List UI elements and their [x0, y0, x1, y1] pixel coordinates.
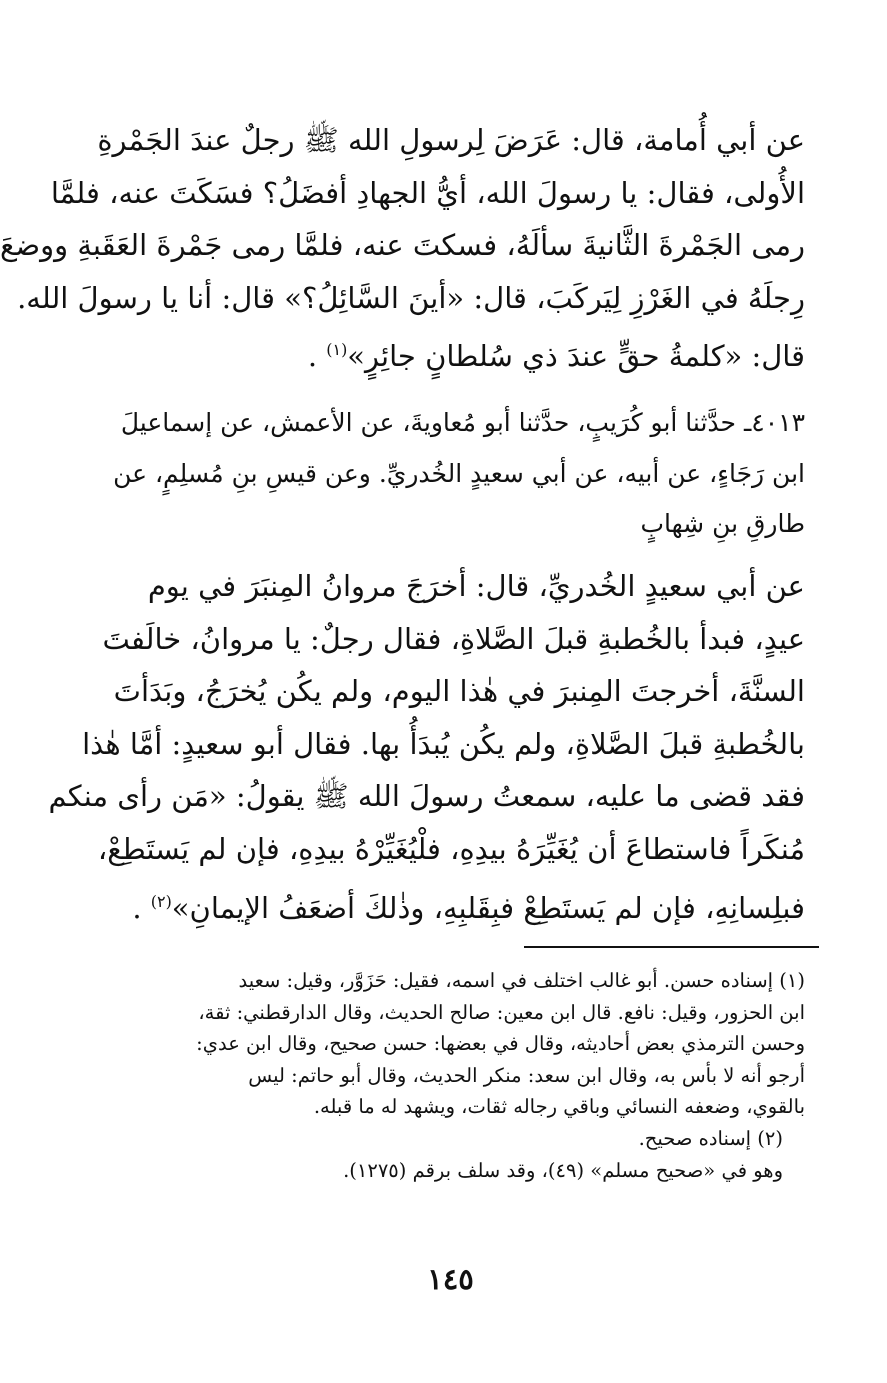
isnad-line: طارقِ بنِ شِهابٍ: [640, 509, 805, 538]
footnotes-section: [87, 965, 805, 1186]
hadith-line: فقد قضى ما عليه، سمعتُ رسولَ الله ﷺ يقولُ: «مَن رأى منكم: [48, 779, 805, 814]
hadith-line: السنَّةَ، أخرجتَ المِنبرَ في هٰذا اليوم، ولم يكُن يُخرَجُ، وبَدَأتَ: [113, 674, 805, 709]
isnad-line: ٤٠١٣ـ حدَّثنا أبو كُرَيبٍ، حدَّثنا أبو مُعاويةَ، عن الأعمش، عن إسماعيلَ: [120, 408, 805, 437]
footnote-line: (١) إسناده حسن. أبو غالب اختلف في اسمه، فقيل: حَزَوَّر، وقيل: سعيد: [238, 969, 805, 992]
footnote-line: أرجو أنه لا بأس به، وقال ابن سعد: منكر الحديث، وقال أبو حاتم: ليس: [248, 1063, 805, 1087]
footnote-line: وحسن الترمذي بعض أحاديثه، وقال في بعضها: حسن صحيح، وقال ابن عدي:: [196, 1032, 805, 1056]
hadith-text-second: [48, 560, 805, 934]
hadith-line: عيدٍ، فبدأ بالخُطبةِ قبلَ الصَّلاةِ، فقال رجلٌ: يا مروانُ، خالَفتَ: [102, 621, 805, 656]
footnote-line: (٢) إسناده صحيح.: [638, 1126, 783, 1150]
hadith-line-text: فبلِسانِهِ، فإن لم يَستَطِعْ فبِقَلبِهِ، وذٰلكَ أضعَفُ الإيمانِ»: [171, 890, 805, 925]
footnote-reference-2: (٢): [150, 891, 172, 911]
full-stop: .: [132, 890, 142, 925]
hadith-line: رِجلَهُ في الغَرْزِ لِيَركَبَ، قال: «أينَ السَّائِلُ؟» قال: أنا يا رسولَ الله.: [17, 280, 805, 315]
isnad-chain: [101, 398, 805, 550]
isnad-line: ابن رَجَاءٍ، عن أبيه، عن أبي سعيدٍ الخُدريِّ. وعن قيسِ بنِ مُسلِمٍ، عن: [113, 458, 805, 488]
hadith-line-last: [101, 876, 805, 935]
hadith-line: عن أبي أُمامة، قال: عَرَضَ لِرسولِ الله ﷺ رجلٌ عندَ الجَمْرةِ: [97, 123, 805, 157]
hadith-line: مُنكَراً فاستطاعَ أن يُغَيِّرَهُ بيدِهِ، فلْيُغَيِّرْهُ بيدِهِ، فإن لم يَستَطِعْ،: [97, 831, 805, 866]
hadith-line-text: قال: «كلمةُ حقٍّ عندَ ذي سُلطانٍ جائِرٍ»: [347, 339, 805, 374]
hadith-line: رمى الجَمْرةَ الثَّانيةَ سألَهُ، فسكتَ عنه، فلمَّا رمى جَمْرةَ العَقَبةِ ووضعَ: [0, 228, 805, 263]
hadith-line-last: [101, 324, 805, 383]
footnote-divider: [524, 946, 819, 948]
hadith-line: عن أبي سعيدٍ الخُدريِّ، قال: أخرَجَ مروانُ المِنبَرَ في يوم: [147, 569, 805, 603]
full-stop: .: [307, 339, 318, 374]
footnote-line: وهو في «صحيح مسلم» (٤٩)، وقد سلف برقم (١٢٧٥).: [343, 1158, 783, 1182]
hadith-line: بالخُطبةِ قبلَ الصَّلاةِ، ولم يكُن يُبدَأُ بها. فقال أبو سعيدٍ: أمَّا هٰذا: [82, 726, 805, 761]
footnote-reference-1: (١): [326, 340, 348, 360]
hadith-line: الأُولى، فقال: يا رسولَ الله، أيُّ الجهادِ أفضَلُ؟ فسَكَتَ عنه، فلمَّا: [50, 175, 805, 210]
page-number: ١٤٥: [427, 1262, 474, 1296]
hadith-text-first: [0, 114, 805, 383]
footnote-line: ابن الحزور، وقيل: نافع. قال ابن معين: صالح الحديث، وقال الدارقطني: ثقة،: [198, 1000, 805, 1024]
footnote-line: بالقوي، وضعفه النسائي وباقي رجاله ثقات، ويشهد له ما قبله.: [313, 1095, 805, 1119]
